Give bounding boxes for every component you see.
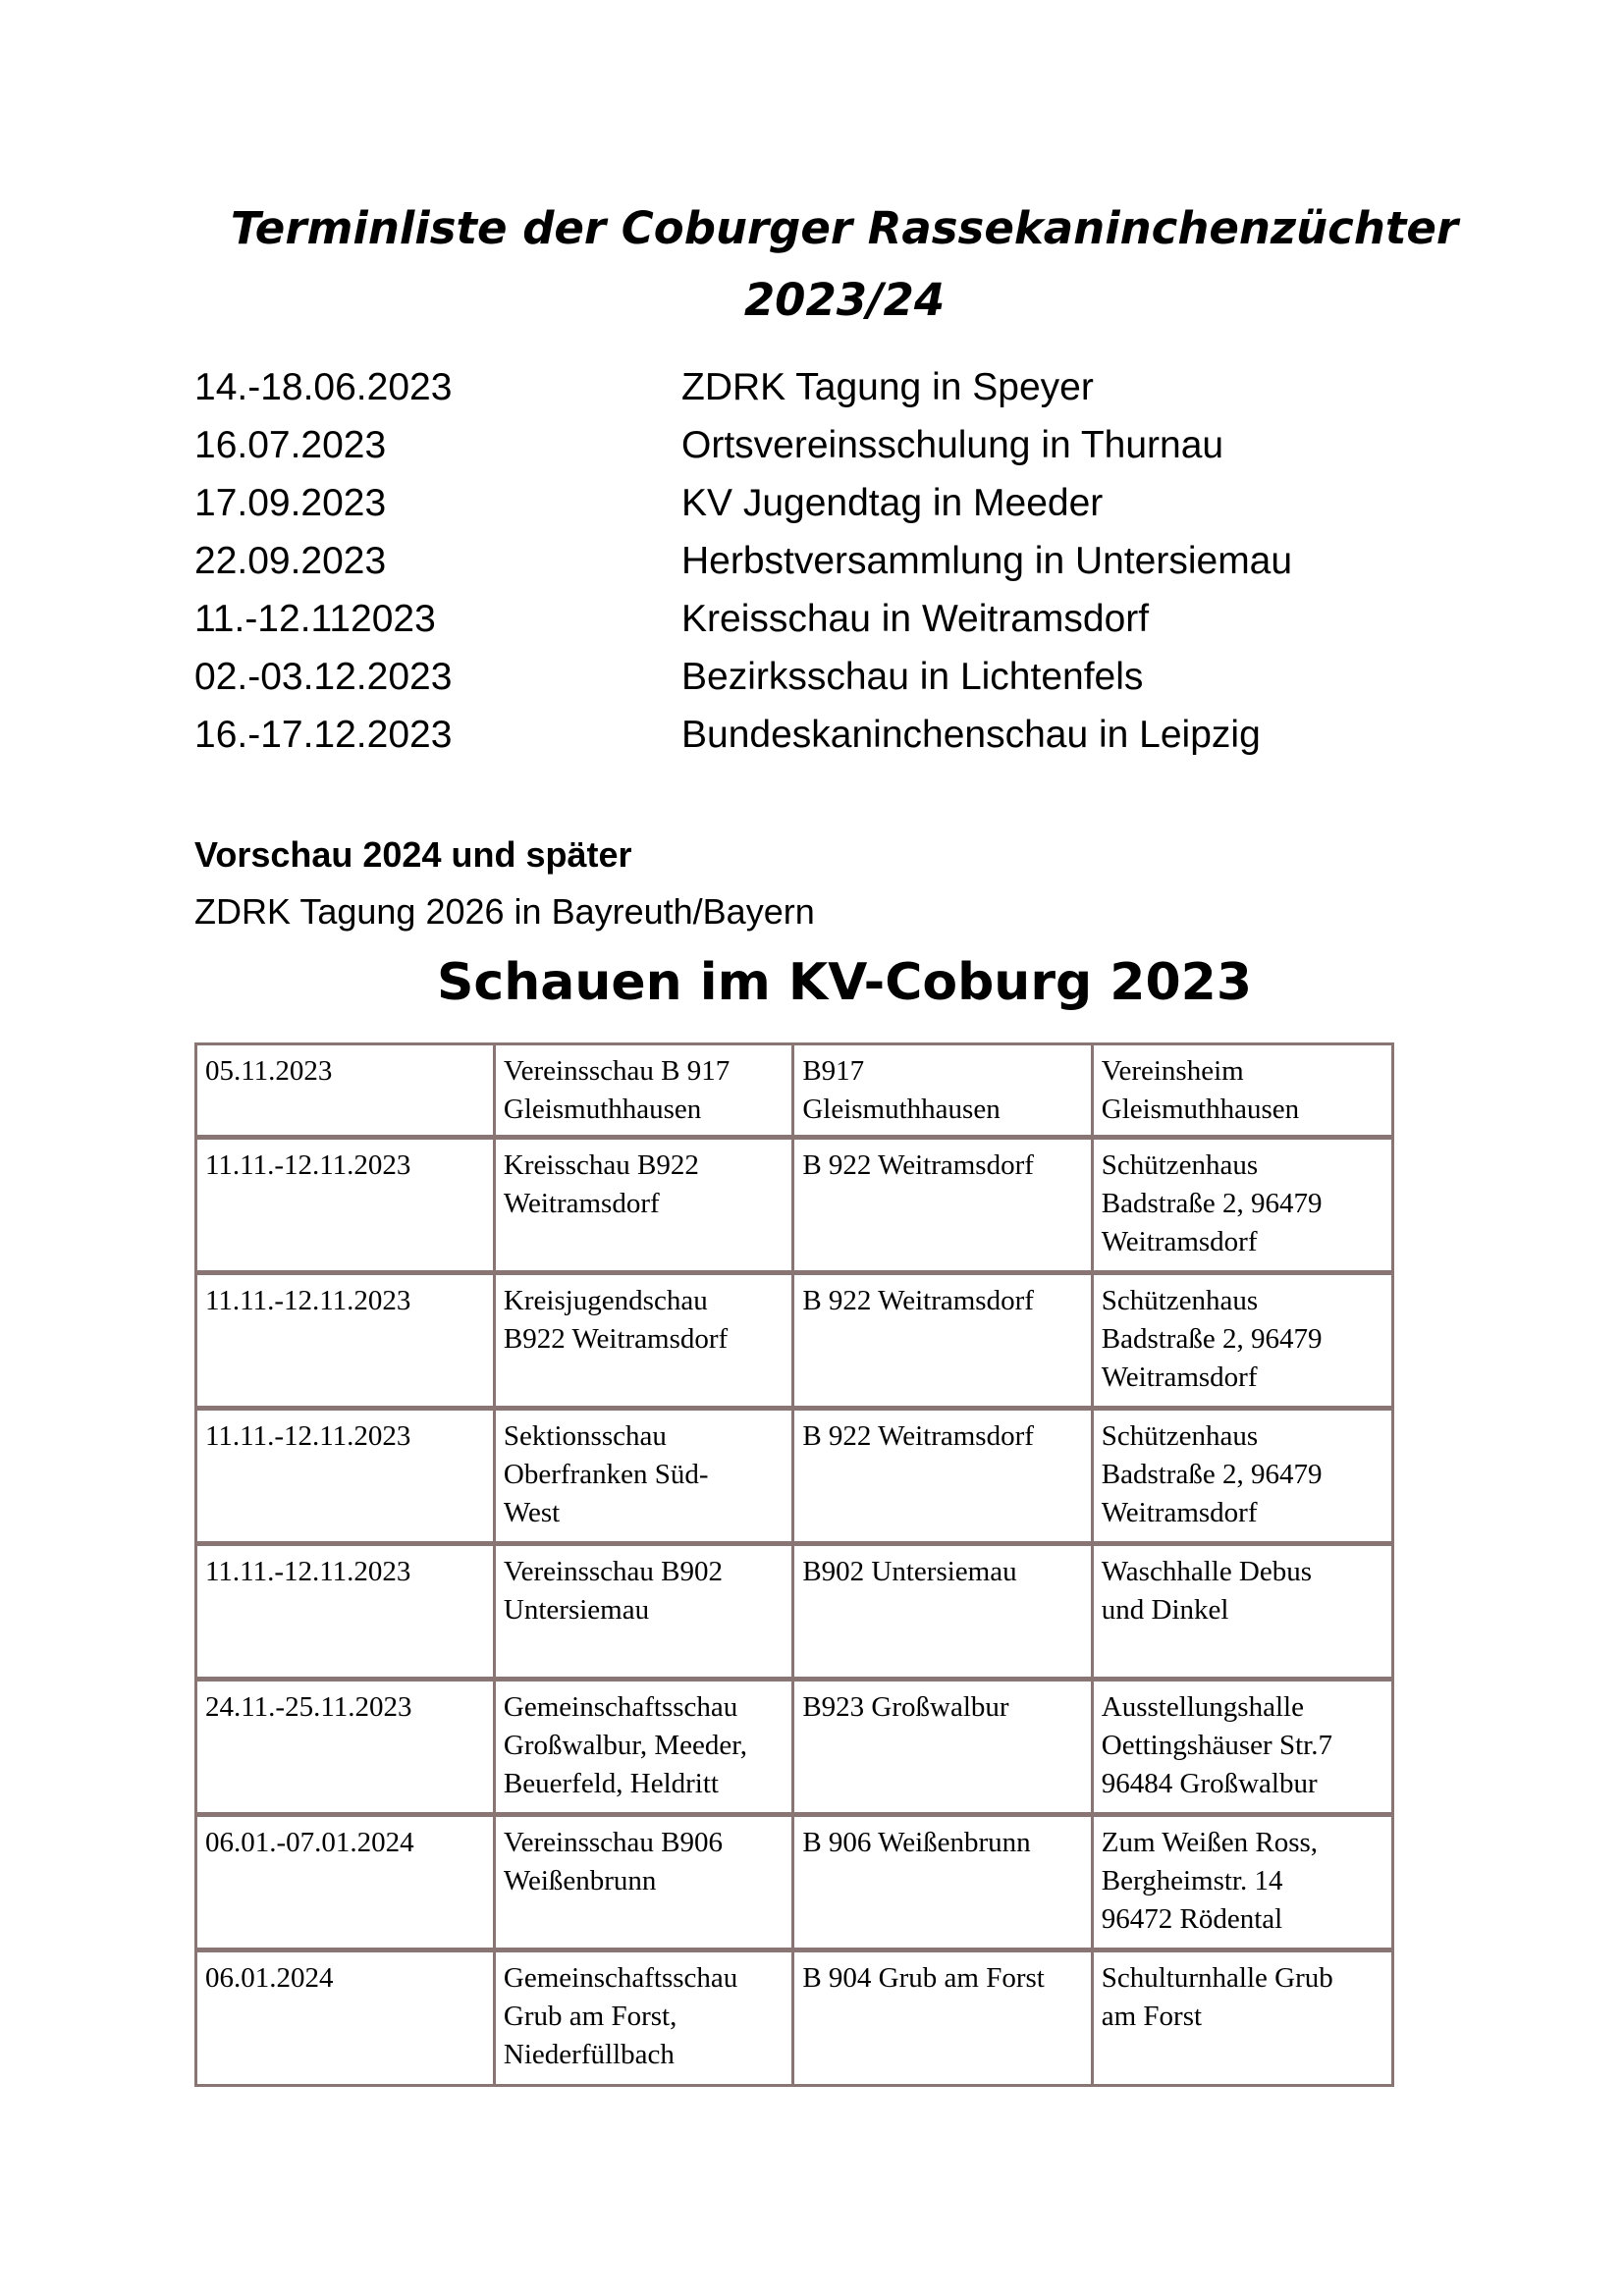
schedule-event: Bezirksschau in Lichtenfels (681, 656, 1144, 698)
show-date-cell (196, 1273, 495, 1409)
cell-text-line: B923 Großwalbur (802, 1691, 1009, 1723)
preview-text: ZDRK Tagung 2026 in Bayreuth/Bayern (194, 891, 815, 932)
cell-text-line: Schulturnhalle Grub (1101, 1962, 1333, 1994)
cell-text-line: Weitramsdorf (1101, 1497, 1258, 1528)
cell-text-line: Weitramsdorf (1101, 1226, 1258, 1257)
cell-text-line: Untersiemau (503, 1594, 650, 1626)
table-row (196, 1138, 1393, 1273)
cell-text-line: Badstraße 2, 96479 (1101, 1323, 1323, 1355)
show-date-cell (196, 1680, 495, 1815)
cell-text-line: 11.11.-12.11.2023 (205, 1149, 411, 1181)
table-row (196, 1544, 1393, 1680)
schedule-date: 16.-17.12.2023 (194, 714, 453, 756)
cell-text-line: Gemeinschaftsschau (503, 1962, 738, 1994)
show-venue-cell (1092, 1950, 1392, 2086)
show-name-cell (494, 1815, 792, 1950)
cell-text-line: Schützenhaus (1101, 1420, 1259, 1452)
cell-text-line: 11.11.-12.11.2023 (205, 1556, 411, 1587)
cell-text-line: Badstraße 2, 96479 (1101, 1188, 1323, 1219)
cell-text-line: 11.11.-12.11.2023 (205, 1285, 411, 1316)
cell-text-line: Oettingshäuser Str.7 (1101, 1730, 1332, 1761)
cell-text-line: Sektionsschau (503, 1420, 667, 1452)
cell-text-line: B922 Weitramsdorf (503, 1323, 729, 1355)
cell-text-line: Ausstellungshalle (1101, 1691, 1304, 1723)
show-venue-cell (1092, 1680, 1392, 1815)
show-name-cell (494, 1680, 792, 1815)
cell-text-line: am Forst (1101, 2001, 1203, 2032)
cell-text-line: Vereinsschau B902 (503, 1556, 724, 1587)
cell-text-line: 06.01.-07.01.2024 (205, 1827, 414, 1858)
schedule-date: 02.-03.12.2023 (194, 656, 453, 698)
schedule-row (194, 474, 1422, 532)
show-club-cell (793, 1544, 1092, 1680)
show-club-cell (793, 1273, 1092, 1409)
event-schedule (194, 358, 1422, 764)
cell-text-line: B 922 Weitramsdorf (802, 1420, 1034, 1452)
schedule-date: 22.09.2023 (194, 540, 387, 582)
show-venue-cell (1092, 1138, 1392, 1273)
cell-text-line: Gleismuthhausen (503, 1094, 702, 1125)
cell-text-line: B902 Untersiemau (802, 1556, 1017, 1587)
schedule-date: 14.-18.06.2023 (194, 366, 453, 408)
cell-text-line: 96472 Rödental (1101, 1903, 1283, 1935)
cell-text-line: Gleismuthhausen (802, 1094, 1001, 1125)
cell-text-line: B 906 Weißenbrunn (802, 1827, 1031, 1858)
cell-text-line: Großwalbur, Meeder, (503, 1730, 748, 1761)
schedule-row (194, 416, 1422, 474)
show-venue-cell (1092, 1544, 1392, 1680)
schedule-date: 11.-12.112023 (194, 598, 436, 640)
schedule-row (194, 648, 1422, 706)
show-name-cell (494, 1409, 792, 1544)
schedule-date: 17.09.2023 (194, 482, 387, 524)
document-title (0, 192, 1624, 336)
cell-text-line: Weitramsdorf (1101, 1362, 1258, 1393)
cell-text-line: Niederfüllbach (503, 2039, 675, 2070)
shows-table (194, 1042, 1394, 2087)
cell-text-line: West (503, 1497, 561, 1528)
document-title-line-1: Terminliste der Coburger Rassekaninchenzüchter (230, 202, 1459, 254)
schedule-row (194, 358, 1422, 416)
cell-text-line: 96484 Großwalbur (1101, 1768, 1318, 1799)
schedule-row (194, 590, 1422, 648)
cell-text-line: B 922 Weitramsdorf (802, 1285, 1034, 1316)
table-row (196, 1815, 1393, 1950)
schedule-event: Ortsvereinsschulung in Thurnau (681, 424, 1224, 466)
schedule-event: Herbstversammlung in Untersiemau (681, 540, 1293, 582)
show-club-cell (793, 1680, 1092, 1815)
preview-heading: Vorschau 2024 und später (194, 834, 632, 875)
show-name-cell (494, 1138, 792, 1273)
schedule-event: Bundeskaninchenschau in Leipzig (681, 714, 1261, 756)
show-date-cell (196, 1044, 495, 1138)
cell-text-line: 11.11.-12.11.2023 (205, 1420, 411, 1452)
show-date-cell (196, 1950, 495, 2086)
cell-text-line: und Dinkel (1101, 1594, 1229, 1626)
cell-text-line: B 922 Weitramsdorf (802, 1149, 1034, 1181)
schedule-event: KV Jugendtag in Meeder (681, 482, 1104, 524)
show-club-cell (793, 1044, 1092, 1138)
table-row (196, 1680, 1393, 1815)
cell-text-line: Vereinsschau B906 (503, 1827, 724, 1858)
table-row (196, 1044, 1393, 1138)
show-date-cell (196, 1138, 495, 1273)
cell-text-line: Badstraße 2, 96479 (1101, 1459, 1323, 1490)
table-row (196, 1950, 1393, 2086)
schedule-event: Kreisschau in Weitramsdorf (681, 598, 1150, 640)
cell-text-line: Vereinsheim (1101, 1055, 1244, 1087)
shows-table-body (196, 1044, 1393, 2086)
cell-text-line: Waschhalle Debus (1101, 1556, 1313, 1587)
document-title-line-2: 2023/24 (743, 274, 946, 326)
show-venue-cell (1092, 1409, 1392, 1544)
cell-text-line: Kreisschau B922 (503, 1149, 699, 1181)
cell-text-line: B 904 Grub am Forst (802, 1962, 1045, 1994)
show-date-cell (196, 1409, 495, 1544)
schedule-event: ZDRK Tagung in Speyer (681, 366, 1094, 408)
table-row (196, 1409, 1393, 1544)
cell-text-line: Schützenhaus (1101, 1285, 1259, 1316)
show-venue-cell (1092, 1815, 1392, 1950)
table-row (196, 1273, 1393, 1409)
cell-text-line: Schützenhaus (1101, 1149, 1259, 1181)
cell-text-line: 24.11.-25.11.2023 (205, 1691, 412, 1723)
cell-text-line: Oberfranken Süd- (503, 1459, 709, 1490)
cell-text-line: Vereinsschau B 917 (503, 1055, 731, 1087)
cell-text-line: Zum Weißen Ross, (1101, 1827, 1319, 1858)
cell-text-line: 05.11.2023 (205, 1055, 333, 1087)
shows-title: Schauen im KV-Coburg 2023 (436, 953, 1253, 1012)
cell-text-line: Gemeinschaftsschau (503, 1691, 738, 1723)
show-name-cell (494, 1273, 792, 1409)
schedule-row (194, 532, 1422, 590)
show-club-cell (793, 1950, 1092, 2086)
show-club-cell (793, 1138, 1092, 1273)
cell-text-line: B917 (802, 1055, 865, 1087)
cell-text-line: Grub am Forst, (503, 2001, 677, 2032)
show-name-cell (494, 1544, 792, 1680)
show-venue-cell (1092, 1273, 1392, 1409)
cell-text-line: Weitramsdorf (503, 1188, 660, 1219)
show-venue-cell (1092, 1044, 1392, 1138)
show-name-cell (494, 1044, 792, 1138)
show-date-cell (196, 1544, 495, 1680)
cell-text-line: Beuerfeld, Heldritt (503, 1768, 719, 1799)
schedule-row (194, 706, 1422, 764)
cell-text-line: Bergheimstr. 14 (1101, 1865, 1283, 1896)
show-club-cell (793, 1409, 1092, 1544)
show-club-cell (793, 1815, 1092, 1950)
show-name-cell (494, 1950, 792, 2086)
cell-text-line: Kreisjugendschau (503, 1285, 708, 1316)
cell-text-line: Weißenbrunn (503, 1865, 657, 1896)
schedule-date: 16.07.2023 (194, 424, 387, 466)
show-date-cell (196, 1815, 495, 1950)
cell-text-line: Gleismuthhausen (1101, 1094, 1300, 1125)
cell-text-line: 06.01.2024 (205, 1962, 334, 1994)
